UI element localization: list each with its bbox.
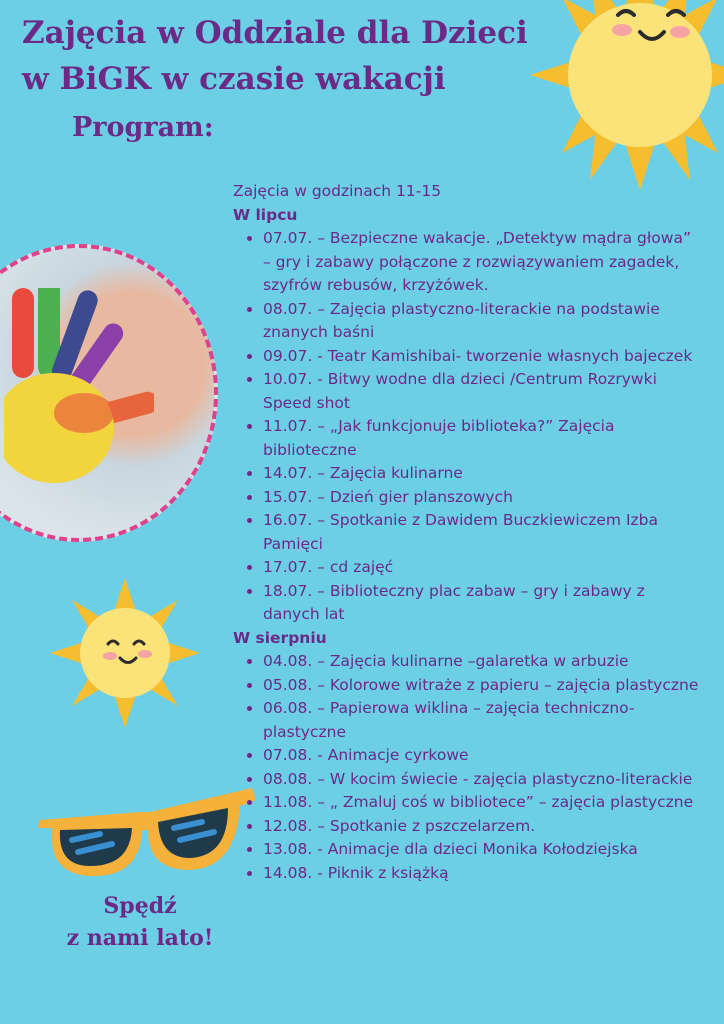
program-heading: Program: — [72, 112, 214, 143]
july-heading: W lipcu — [233, 205, 298, 224]
list-item: • 11.08. – „ Zmaluj coś w bibliotece” – zajęcia plastyczne — [263, 791, 703, 815]
slogan — [40, 890, 240, 954]
page-title — [22, 10, 562, 102]
title-line-2: w BiGK w czasie wakacji — [22, 61, 446, 97]
list-item: • 18.07. – Biblioteczny plac zabaw – gry i zabawy z danych lat — [263, 580, 703, 627]
photo-painted-hand — [0, 244, 218, 542]
list-item: • 07.08. - Animacje cyrkowe — [263, 744, 703, 768]
hours-intro: Zajęcia w godzinach 11-15 — [233, 182, 442, 200]
august-heading: W sierpniu — [233, 628, 327, 647]
list-item: • 09.07. - Teatr Kamishibai- tworzenie własnych bajeczek — [263, 345, 703, 369]
list-item: • 08.07. – Zajęcia plastyczno-literackie na podstawie znanych baśni — [263, 298, 703, 345]
list-item: • 07.07. – Bezpieczne wakacje. „Detektyw mądra głowa” – gry i zabawy połączone z rozwiązywaniem zagadek, szyfrów rebusów, krzyżówek. — [263, 227, 703, 298]
slogan-line-1: Spędź — [103, 893, 177, 919]
august-list — [233, 650, 703, 885]
list-item: • 06.08. – Papierowa wiklina – zajęcia techniczno-plastyczne — [263, 697, 703, 744]
list-item: • 10.07. - Bitwy wodne dla dzieci /Centrum Rozrywki Speed shot — [263, 368, 703, 415]
list-item: • 12.08. – Spotkanie z pszczelarzem. — [263, 815, 703, 839]
sun-icon — [50, 578, 200, 728]
list-item: • 11.07. – „Jak funkcjonuje biblioteka?” Zajęcia biblioteczne — [263, 415, 703, 462]
july-list — [233, 227, 703, 627]
sun-icon — [530, 0, 724, 190]
list-item: • 14.08. - Piknik z książką — [263, 862, 703, 886]
list-item: • 17.07. – cd zajęć — [263, 556, 703, 580]
schedule — [233, 180, 703, 885]
list-item: • 08.08. – W kocim świecie - zajęcia plastyczno-literackie — [263, 768, 703, 792]
list-item: • 13.08. - Animacje dla dzieci Monika Kołodziejska — [263, 838, 703, 862]
sunglasses-icon — [30, 778, 260, 888]
list-item: • 16.07. – Spotkanie z Dawidem Buczkiewiczem Izba Pamięci — [263, 509, 703, 556]
title-line-1: Zajęcia w Oddziale dla Dzieci — [22, 15, 528, 51]
slogan-line-2: z nami lato! — [66, 925, 214, 951]
list-item: • 15.07. – Dzień gier planszowych — [263, 486, 703, 510]
list-item: • 05.08. – Kolorowe witraże z papieru – zajęcia plastyczne — [263, 674, 703, 698]
painted-hand-image — [4, 288, 154, 488]
list-item: • 04.08. – Zajęcia kulinarne –galaretka w arbuzie — [263, 650, 703, 674]
list-item: • 14.07. – Zajęcia kulinarne — [263, 462, 703, 486]
